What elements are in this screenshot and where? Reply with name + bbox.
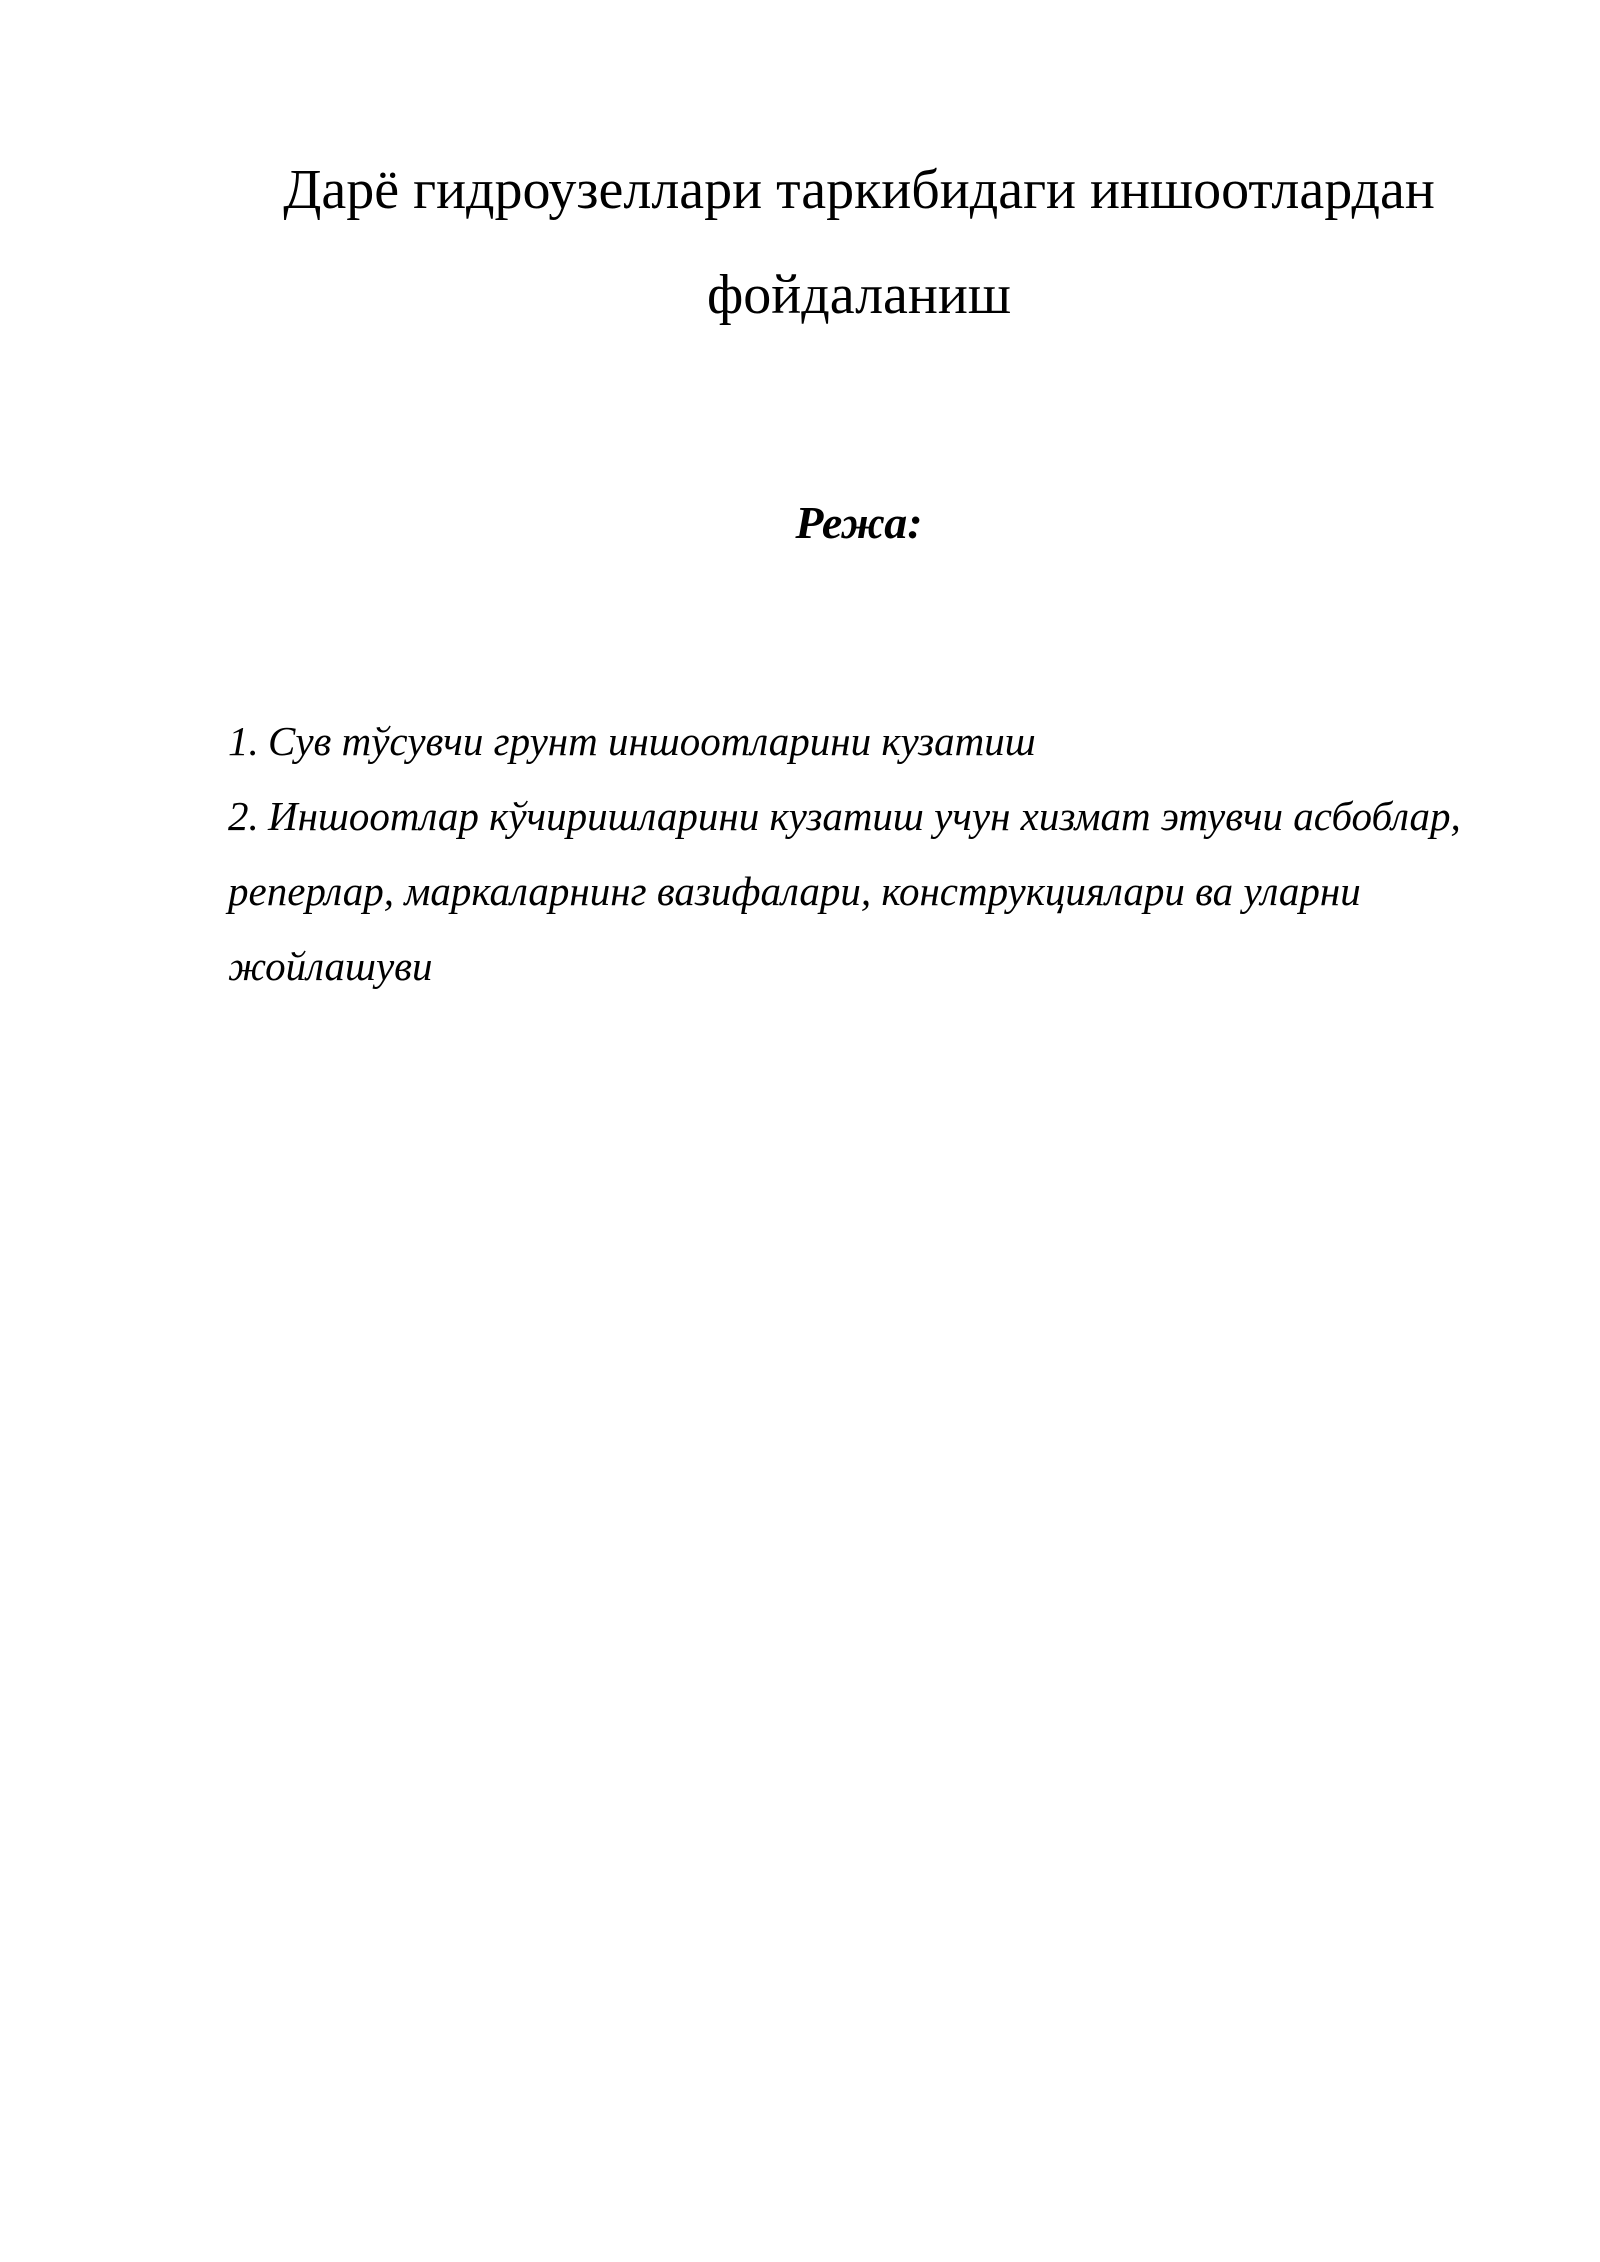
plan-item-text: Иншоотлар кўчиришларини кузатиш учун хизмат этувчи асбоблар, реперлар, маркаларнинг вазифалари, конструкциялари ва уларни жойлашуви <box>228 793 1461 989</box>
plan-item-number: 2. <box>228 793 259 839</box>
plan-item-1 <box>228 704 1490 779</box>
plan-item-text: Сув тўсувчи грунт иншоотларини кузатиш <box>268 718 1036 764</box>
plan-item-2 <box>228 779 1490 1004</box>
document-title: Дарё гидроузеллари таркибидаги иншоотлардан фойдаланиш <box>283 159 1435 326</box>
plan-heading: Режа: <box>795 497 923 548</box>
plan-item-number: 1. <box>228 718 259 764</box>
plan-list <box>228 704 1490 1004</box>
